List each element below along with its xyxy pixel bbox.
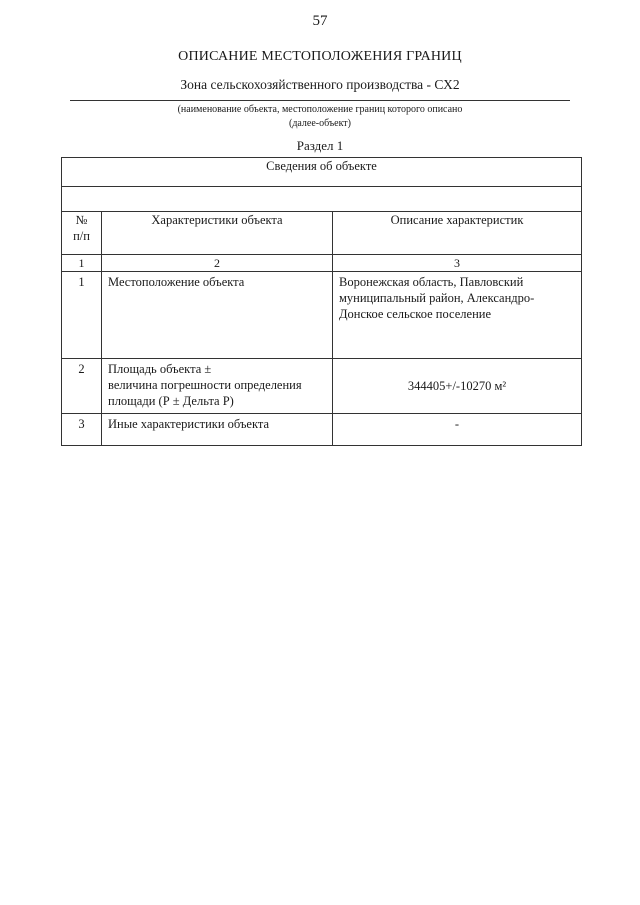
table-row — [62, 359, 582, 414]
object-name-underline — [70, 100, 570, 101]
table-empty-row — [62, 187, 582, 212]
row-characteristic — [102, 272, 333, 359]
column-header-number-line-1: № — [75, 213, 88, 227]
table-header: Сведения об объекте — [62, 158, 582, 187]
column-header-number — [62, 212, 102, 255]
row-characteristic-line: Иные характеристики объекта — [108, 417, 270, 431]
object-info-table — [61, 157, 582, 446]
table-empty-cell — [62, 187, 582, 212]
page-number: 57 — [312, 13, 328, 29]
object-name: Зона сельскохозяйственного производства - СХ2 — [180, 77, 460, 92]
row-characteristic-line: величина погрешности определения — [108, 378, 302, 392]
row-description-line: Донское сельское поселение — [339, 307, 491, 321]
object-caption-line-2: (далее-объект) — [288, 118, 352, 129]
table-row — [62, 272, 582, 359]
row-number: 2 — [62, 359, 102, 414]
row-characteristic-line: площади (Р ± Дельта Р) — [108, 394, 234, 408]
column-header-description: Описание характеристик — [333, 212, 582, 255]
row-number: 3 — [62, 414, 102, 446]
row-description-line: Воронежская область, Павловский — [339, 275, 524, 289]
row-description — [333, 414, 582, 446]
row-characteristic-line: Площадь объекта ± — [108, 362, 212, 376]
section-label: Раздел 1 — [296, 138, 344, 153]
table-column-header-row — [62, 212, 582, 255]
table-header-row — [62, 158, 582, 187]
row-description-line: 344405+/-10270 м² — [407, 379, 507, 393]
column-header-characteristics: Характеристики объекта — [102, 212, 333, 255]
row-description — [333, 359, 582, 414]
column-number-1: 1 — [62, 255, 102, 272]
row-number: 1 — [62, 272, 102, 359]
object-caption-line-1: (наименование объекта, местоположение границ которого описано — [177, 104, 463, 115]
table-column-number-row — [62, 255, 582, 272]
column-number-2: 2 — [102, 255, 333, 272]
row-description — [333, 272, 582, 359]
row-description-line: - — [454, 417, 460, 431]
row-characteristic-line: Местоположение объекта — [108, 275, 245, 289]
column-number-3: 3 — [333, 255, 582, 272]
column-header-number-line-2: п/п — [73, 229, 90, 243]
row-characteristic — [102, 359, 333, 414]
document-title: ОПИСАНИЕ МЕСТОПОЛОЖЕНИЯ ГРАНИЦ — [178, 49, 462, 64]
row-description-line: муниципальный район, Александро- — [339, 291, 535, 305]
table-row — [62, 414, 582, 446]
row-characteristic — [102, 414, 333, 446]
